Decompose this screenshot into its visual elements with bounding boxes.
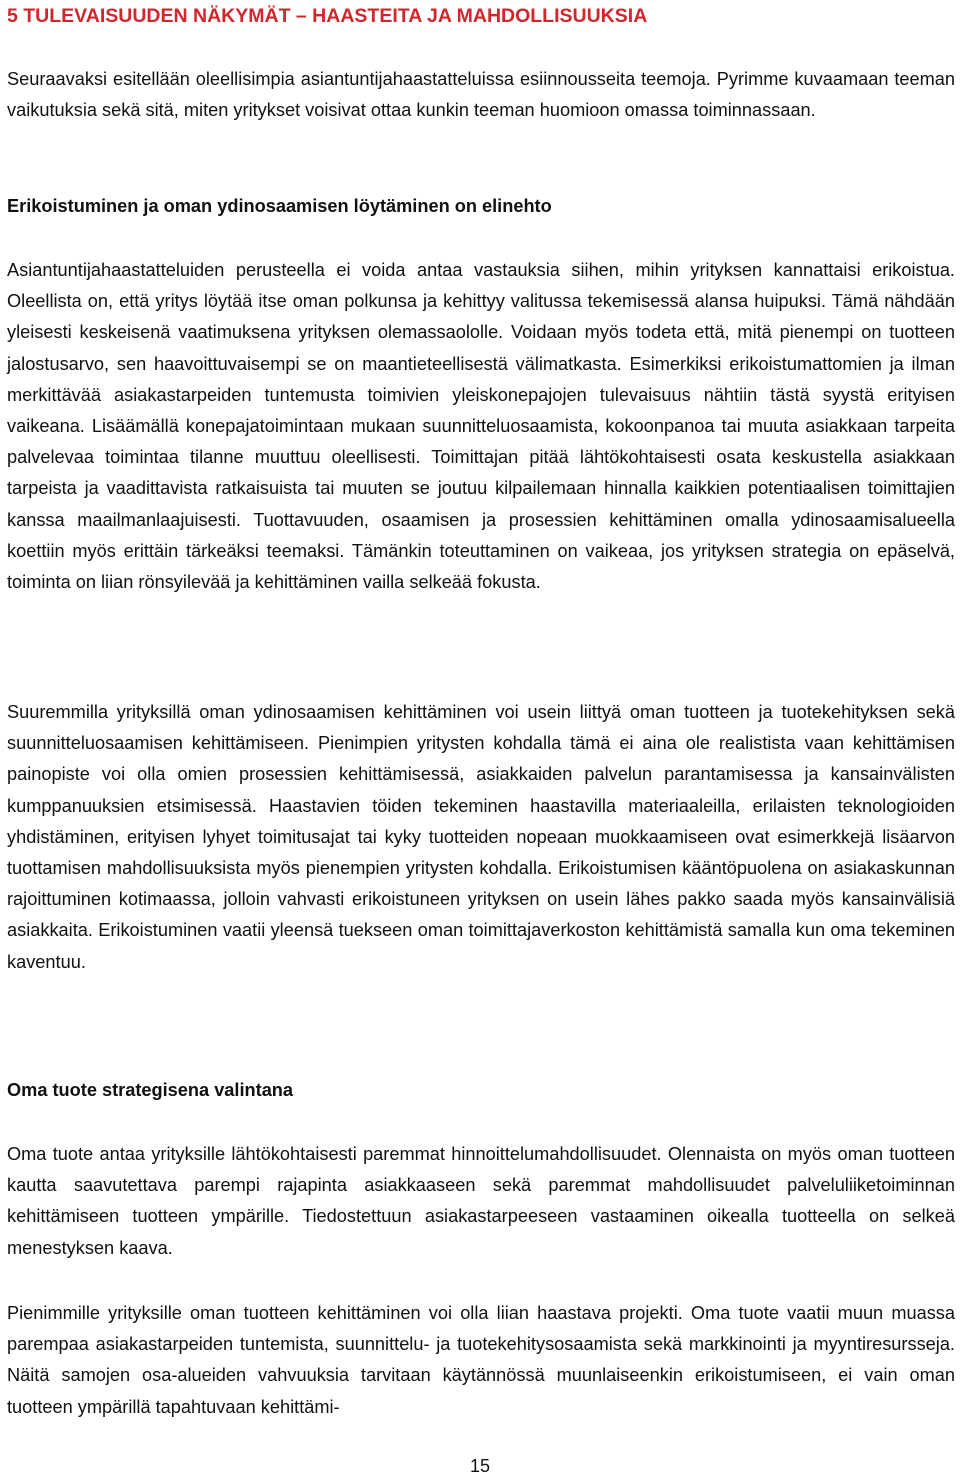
page-number: 15 [469, 1456, 491, 1476]
paragraph-specialization-2: Suuremmilla yrityksillä oman ydinosaamisen kehittäminen voi usein liittyä oman tuotteen ja tuotekehityksen sekä suunnitteluosaamisen kehittämiseen. Pienimpien yritysten kohdalla tämä ei aina ole realistista vaan kehittämisen painopiste voi olla omien prosessien kehittämisessä, asiakkaiden palvelun parantamisessa ja kansainvälisten kumppanuuksien etsimisessä. Haastavien töiden tekeminen haastavilla materiaaleilla, erilaisten teknologioiden yhdistäminen, erityisen lyhyet toimitusajat tai kyky tuotteiden nopeaan muokkaamiseen ovat esimerkkejä lisäarvon tuottamisen mahdollisuuksista myös pienempien yritysten kohdalla. Erikoistumisen kääntöpuolena on asiakaskunnan rajoittuminen kotimaassa, jolloin vahvasti erikoistuneen yrityksen on usein lähes pakko saada myös kansainvälisiä asiakkaita. Erikoistuminen vaatii yleensä tuekseen oman toimittajaverkoston kehittämistä samalla kun oma tekeminen kaventuu. [7, 702, 955, 972]
paragraph-own-product-1: Oma tuote antaa yrityksille lähtökohtaisesti paremmat hinnoittelumahdollisuudet. Olennaista on myös oman tuotteen kautta saavutettava parempi rajapinta asiakkaaseen sekä paremmat mahdollisuudet palveluliiketoiminnan kehittämiseen tuotteen ympärille. Tiedostettuun asiakastarpeeseen vastaaminen oikealla tuotteella on selkeä menestyksen kaava. [7, 1144, 955, 1258]
section-heading-own-product: Oma tuote strategisena valintana [7, 1080, 294, 1100]
paragraph-specialization-1: Asiantuntijahaastatteluiden perusteella ei voida antaa vastauksia siihen, mihin yrityksen kannattaisi erikoistua. Oleellista on, että yritys löytää itse oman polkunsa ja kehittyy valitussa tekemisessä alansa huipuksi. Tämä nähdään yleisesti keskeisenä vaatimuksena yrityksen olemassaololle. Voidaan myös todeta että, mitä pienempi on tuotteen jalostusarvo, sen haavoittuvaisempi se on maantieteellisestä välimatkasta. Esimerkiksi erikoistumattomien ja ilman merkittävää asiakastarpeiden tuntemusta toimivien yleiskonepajojen tulevaisuus nähtiin tästä syystä erityisen vaikeana. Lisäämällä konepajatoimintaan mukaan suunnitteluosaamista, kokoonpanoa tai muuta asiakkaan tarpeita palvelevaa toimintaa tilanne muuttuu oleellisesti. Toimittajan pitää lähtökohtaisesti osata keskustella asiakkaan tarpeista ja vaadittavista ratkaisuista tai muuten se joutuu kilpailemaan hinnalla kaikkien potentiaalisen toimittajien kanssa maailmanlaajuisesti. Tuottavuuden, osaamisen ja prosessien kehittäminen omalla ydinosaamisalueella koettiin myös erittäin tärkeäksi teemaksi. Tämänkin toteuttaminen on vaikeaa, jos yrityksen strategia on epäselvä, toiminta on liian rönsyilevää ja kehittäminen vailla selkeää fokusta. [7, 260, 955, 593]
intro-paragraph: Seuraavaksi esitellään oleellisimpia asiantuntijahaastatteluissa esiinnousseita teemoja. Pyrimme kuvaamaan teeman vaikutuksia sekä sitä, miten yritykset voisivat ottaa kunkin teeman huomioon omassa toiminnassaan. [7, 69, 955, 121]
section-heading-specialization: Erikoistuminen ja oman ydinosaamisen löytäminen on elinehto [7, 196, 552, 216]
chapter-title: 5 TULEVAISUUDEN NÄKYMÄT – HAASTEITA JA MAHDOLLISUUKSIA [7, 5, 648, 27]
paragraph-own-product-2: Pienimmille yrityksille oman tuotteen kehittäminen voi olla liian haastava projekti. Oma tuote vaatii muun muassa parempaa asiakastarpeiden tuntemista, suunnittelu- ja tuotekehitysosaamista sekä markkinointi ja myyntiresursseja. Näitä samojen osa-alueiden vahvuuksia tarvitaan käytännössä muunlaiseenkin erikoistumiseen, ei vain oman tuotteen ympärillä tapahtuvaan kehittämi- [7, 1303, 955, 1417]
